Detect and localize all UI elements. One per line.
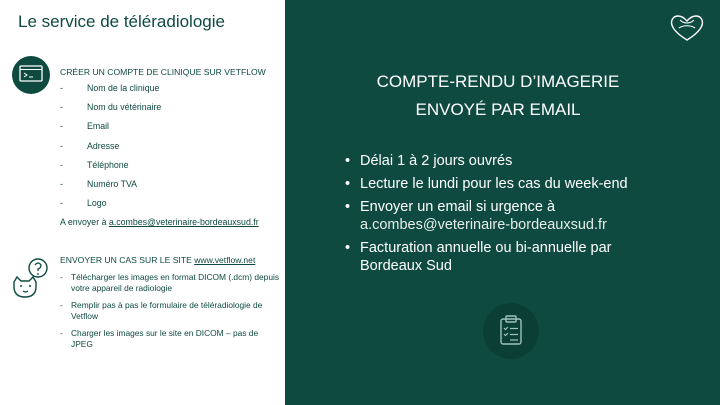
list-item: - Charger les images sur le site en DICOM – pas de JPEG — [60, 328, 259, 349]
create-account-heading: CRÉER UN COMPTE DE CLINIQUE SUR VETFLOW — [60, 67, 266, 77]
list-item: - Télécharger les images en format DICOM (.dcm) depuis votre appareil de radiologie — [60, 272, 280, 293]
urgent-email-link[interactable]: a.combes@veterinaire-bordeauxsud.fr — [360, 217, 607, 233]
heart-logo-icon — [668, 12, 706, 47]
main-title: COMPTE-RENDU D’IMAGERIE ENVOYÉ PAR EMAIL — [376, 72, 620, 119]
list-item: • Facturation annuelle ou bi-annuelle par Bordeaux Sud — [345, 240, 612, 274]
send-case-steps — [60, 272, 280, 356]
send-case-heading: ENVOYER UN CAS SUR LE SITE www.vetflow.net — [60, 255, 256, 265]
email-link[interactable]: a.combes@veterinaire-bordeauxsud.fr — [108, 217, 259, 227]
laptop-icon — [12, 56, 50, 94]
send-to-line: A envoyer à a.combes@veterinaire-bordeauxsud.fr — [60, 217, 259, 227]
left-panel: Le service de téléradiologie CRÉER UN COMPTE DE CLINIQUE SUR VETFLOW - Nom de la clinique - Nom du vétérinaire - Email - Adresse - Téléphone - Numéro TVA - Logo A envoyer à a.combes@veterinaire-bordeauxsud.fr ENVOYER UN CAS SUR LE SITE www.vetflow.net - Télécharger les images en format DICOM (.dcm) depuis votre appareil de radiologie - Remplir pas à pas le formulaire de téléradiologie de Vetflow - Charger les images sur le site en DICOM – pas de JPEG — [0, 0, 285, 405]
list-item: • Lecture le lundi pour les cas du week-end — [345, 176, 628, 192]
clipboard-icon — [483, 303, 539, 359]
service-bullets — [345, 152, 628, 280]
list-item: - Remplir pas à pas le formulaire de téléradiologie de Vetflow — [60, 300, 263, 321]
list-item: • Délai 1 à 2 jours ouvrés — [345, 153, 513, 169]
vetflow-link[interactable]: www.vetflow.net — [194, 255, 256, 265]
dog-question-icon — [8, 256, 52, 305]
slide-title: Le service de téléradiologie — [18, 12, 225, 31]
list-item: • Envoyer un email si urgence à a.combes@veterinaire-bordeauxsud.fr — [345, 199, 607, 233]
